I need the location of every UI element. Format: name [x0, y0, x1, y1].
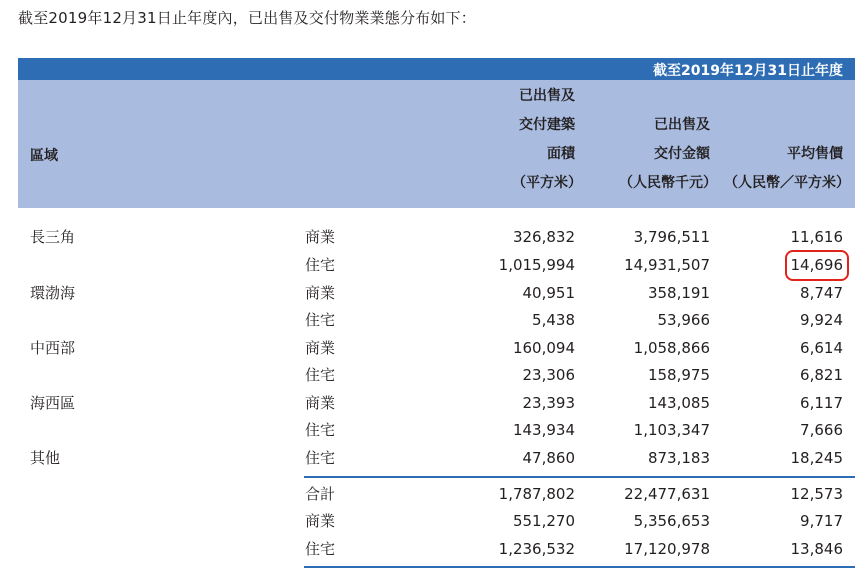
- table-row: [18, 335, 855, 362]
- avg-price-cell: 13,846: [790, 540, 843, 558]
- amount-cell: 53,966: [657, 311, 710, 329]
- amount-cell: 143,085: [647, 394, 710, 412]
- region-cell: 海西區: [30, 394, 76, 412]
- type-cell: 商業: [305, 284, 336, 302]
- type-cell: 商業: [305, 394, 336, 412]
- table-row: [18, 362, 855, 389]
- totals-bottom-rule: [304, 566, 855, 568]
- avg-price-cell: 6,117: [800, 394, 843, 412]
- area-cell: 23,393: [522, 394, 575, 412]
- region-cell: 其他: [30, 449, 61, 467]
- table-row: [18, 445, 855, 472]
- area-cell: 1,236,532: [498, 540, 575, 558]
- amount-header-line: 已出售及: [654, 117, 710, 133]
- amount-cell: 1,058,866: [633, 339, 710, 357]
- avg-price-cell: 8,747: [800, 284, 843, 302]
- period-header-band: [18, 58, 855, 80]
- table-row: [18, 280, 855, 307]
- avg-price-header-line: 平均售價: [787, 146, 843, 162]
- avg-price-header-line: （人民幣／平方米）: [724, 175, 850, 191]
- totals-row: [18, 508, 855, 535]
- avg-price-cell: 18,245: [790, 449, 843, 467]
- area-header-line: （平方米）: [512, 175, 582, 191]
- totals-top-rule: [304, 476, 855, 478]
- region-cell: 長三角: [30, 228, 76, 246]
- type-cell: 住宅: [305, 366, 336, 384]
- type-cell: 住宅: [305, 421, 336, 439]
- type-cell: 住宅: [305, 256, 336, 274]
- intro-text: 截至2019年12月31日止年度內，已出售及交付物業業態分布如下：: [18, 9, 476, 27]
- column-header-area: [18, 80, 855, 208]
- amount-cell: 873,183: [647, 449, 710, 467]
- area-header-line: 交付建築: [519, 117, 575, 133]
- area-cell: 1,787,802: [498, 485, 575, 503]
- totals-row: [18, 481, 855, 508]
- amount-header-line: （人民幣千元）: [619, 175, 717, 191]
- amount-cell: 17,120,978: [624, 540, 710, 558]
- table-row: [18, 252, 855, 279]
- area-cell: 143,934: [512, 421, 575, 439]
- amount-cell: 5,356,653: [633, 512, 710, 530]
- region-header: 區域: [30, 148, 58, 164]
- type-cell: 住宅: [305, 311, 336, 329]
- avg-price-cell: 9,717: [800, 512, 843, 530]
- avg-price-cell: 6,614: [800, 339, 843, 357]
- amount-cell: 1,103,347: [633, 421, 710, 439]
- amount-cell: 14,931,507: [624, 256, 710, 274]
- table-row: [18, 390, 855, 417]
- area-cell: 551,270: [512, 512, 575, 530]
- table-row: [18, 224, 855, 251]
- avg-price-cell: 11,616: [790, 228, 843, 246]
- totals-row: [18, 536, 855, 563]
- area-header-line: 面積: [547, 146, 575, 162]
- area-cell: 23,306: [522, 366, 575, 384]
- avg-price-cell-highlighted: 14,696: [787, 252, 848, 279]
- amount-cell: 358,191: [647, 284, 710, 302]
- type-cell: 商業: [305, 512, 336, 530]
- table-row: [18, 307, 855, 334]
- area-header-line: 已出售及: [519, 88, 575, 104]
- amount-cell: 22,477,631: [624, 485, 710, 503]
- avg-price-cell: 9,924: [800, 311, 843, 329]
- amount-cell: 158,975: [647, 366, 710, 384]
- region-cell: 中西部: [30, 339, 76, 357]
- area-cell: 160,094: [512, 339, 575, 357]
- type-cell: 住宅: [305, 540, 336, 558]
- table-row: [18, 417, 855, 444]
- period-header: 截至2019年12月31日止年度: [653, 63, 843, 79]
- area-cell: 5,438: [532, 311, 575, 329]
- type-cell: 商業: [305, 339, 336, 357]
- area-cell: 326,832: [512, 228, 575, 246]
- area-cell: 1,015,994: [498, 256, 575, 274]
- type-cell: 商業: [305, 228, 336, 246]
- avg-price-cell: 12,573: [790, 485, 843, 503]
- area-cell: 40,951: [522, 284, 575, 302]
- area-cell: 47,860: [522, 449, 575, 467]
- type-cell: 合計: [305, 485, 336, 503]
- amount-cell: 3,796,511: [633, 228, 710, 246]
- type-cell: 住宅: [305, 449, 336, 467]
- avg-price-cell: 7,666: [800, 421, 843, 439]
- avg-price-cell: 6,821: [800, 366, 843, 384]
- amount-header-line: 交付金額: [654, 146, 710, 162]
- region-cell: 環渤海: [30, 284, 76, 302]
